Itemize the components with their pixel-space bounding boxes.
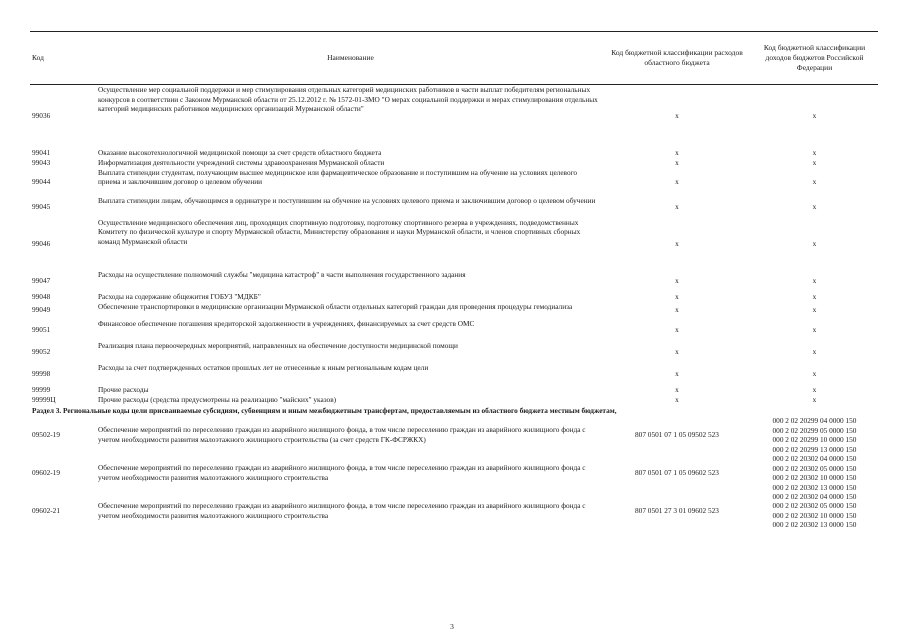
income-class-code: 000 2 02 20299 04 0000 150 xyxy=(772,416,857,426)
table-row xyxy=(30,168,878,196)
row-code: 99999Ц xyxy=(32,394,56,404)
table-row xyxy=(30,196,878,218)
row-code: 99999 xyxy=(32,384,51,394)
income-class-code: 000 2 02 20302 05 0000 150 xyxy=(772,463,857,473)
row-income-class: x xyxy=(812,346,817,356)
section-row-income-classes xyxy=(751,492,878,530)
row-expense-class: x xyxy=(675,111,679,121)
row-code: 99043 xyxy=(32,157,51,167)
row-expense-class: x xyxy=(675,394,679,404)
income-class-code: 000 2 02 20302 05 0000 150 xyxy=(772,501,857,511)
table-row xyxy=(30,395,878,405)
income-class-code: 000 2 02 20302 10 0000 150 xyxy=(772,473,857,483)
row-expense-class: x xyxy=(675,368,679,378)
row-income-class: x xyxy=(812,305,817,315)
header-income-class: Код бюджетной классификации доходов бюджетов Российской Федерации xyxy=(751,32,878,85)
row-code: 99048 xyxy=(32,291,51,301)
income-class-code: 000 2 02 20299 05 0000 150 xyxy=(772,425,857,435)
row-name: Расходы на содержание общежития ГОБУЗ "МДКБ" xyxy=(98,291,261,301)
section-row-name: Обеспечение мероприятий по переселению граждан из аварийного жилищного фонда, в том числе переселению граждан из аварийного жилищного фонда с учетом необходимости развития малоэтажного жилищного строительства (за счет средств ГК-ФСРЖКХ) xyxy=(98,425,586,445)
page-number: 3 xyxy=(450,622,454,631)
row-income-class: x xyxy=(812,368,817,378)
table-row xyxy=(30,158,878,168)
section-row-name: Обеспечение мероприятий по переселению граждан из аварийного жилищного фонда, в том числе переселению граждан из аварийного жилищного фонда с учетом необходимости развития малоэтажного жилищного строительства xyxy=(98,463,586,483)
row-income-class: x xyxy=(812,394,817,404)
row-code: 99051 xyxy=(32,324,51,334)
section-title: Раздел 3. Региональные коды цели присваиваемые субсидиям, субвенциям и иным межбюджетным трансфертам, предоставляемым из областного бюджета местным бюджетам, xyxy=(32,405,617,415)
row-income-class: x xyxy=(812,147,817,157)
row-name: Реализация плана первоочередных мероприятий, направленных на обеспечение доступности медицинской помощи xyxy=(98,340,458,350)
row-expense-class: x xyxy=(675,176,679,186)
section-row-income-classes xyxy=(751,454,878,492)
row-expense-class: x xyxy=(675,346,679,356)
row-expense-class: x xyxy=(675,147,679,157)
table-row xyxy=(30,270,878,292)
income-class-code: 000 2 02 20302 04 0000 150 xyxy=(772,492,857,501)
income-class-code: 000 2 02 20299 13 0000 150 xyxy=(772,444,857,454)
section-row-expense-class: 807 0501 07 1 05 09602 523 xyxy=(635,468,719,478)
row-name: Выплата стипендии лицам, обучающимся в ординатуре и поступившим на обучение на условиях целевого приема и заключившим договор о целевом обучении xyxy=(98,195,596,205)
table-body xyxy=(30,85,878,530)
row-code: 99046 xyxy=(32,238,51,248)
row-income-class: x xyxy=(812,238,817,248)
row-code: 99041 xyxy=(32,147,51,157)
row-name: Осуществление медицинского обеспечения лиц, проходящих спортивную подготовку, подготовку спортивного резерва в учреждениях, подведомственных Комитету по физической культуре и спорту Мурманской области, Министерству образования и науки Мурманской области, и членов спортивных сборных команд Мурманской области xyxy=(98,217,581,246)
row-expense-class: x xyxy=(675,324,679,334)
row-expense-class: x xyxy=(675,157,679,167)
section-row-code: 09602-21 xyxy=(32,506,60,516)
income-class-code: 000 2 02 20302 13 0000 150 xyxy=(772,482,857,492)
row-code: 99036 xyxy=(32,111,51,121)
row-name: Обеспечение транспортировки в медицинские организации Мурманской области отдельных категорий граждан для проведения процедуры гемодиализа xyxy=(98,301,573,311)
section-row-name: Обеспечение мероприятий по переселению граждан из аварийного жилищного фонда, в том числе переселению граждан из аварийного жилищного фонда с учетом необходимости развития малоэтажного жилищного строительства xyxy=(98,501,586,520)
table-row xyxy=(30,363,878,385)
header-expense-class: Код бюджетной классификации расходов областного бюджета xyxy=(603,32,751,85)
income-class-code: 000 2 02 20302 10 0000 150 xyxy=(772,510,857,520)
row-expense-class: x xyxy=(675,384,679,394)
row-code: 99052 xyxy=(32,346,51,356)
table-row xyxy=(30,319,878,341)
income-class-code: 000 2 02 20299 10 0000 150 xyxy=(772,435,857,445)
row-code: 99044 xyxy=(32,176,51,186)
header-code: Код xyxy=(30,32,98,85)
row-income-class: x xyxy=(812,176,817,186)
row-name: Оказание высокотехнологичной медицинской помощи за счет средств областного бюджета xyxy=(98,147,382,157)
section-row-expense-class: 807 0501 27 3 01 09602 523 xyxy=(635,506,719,516)
row-code: 99047 xyxy=(32,275,51,285)
section-table-row xyxy=(30,492,878,530)
table-row xyxy=(30,302,878,319)
row-income-class: x xyxy=(812,291,817,301)
table-row xyxy=(30,341,878,363)
table-row xyxy=(30,292,878,302)
row-income-class: x xyxy=(812,201,817,211)
section-row-income-classes xyxy=(751,416,878,454)
section-table-row xyxy=(30,454,878,492)
section-heading-row xyxy=(30,405,878,417)
row-income-class: x xyxy=(812,157,817,167)
row-income-class: x xyxy=(812,275,817,285)
row-income-class: x xyxy=(812,324,817,334)
row-name: Осуществление мер социальной поддержки и мер стимулирования отдельных категорий медицинских работников в части выплат победителям региональных конкурсов в соответствии с Законом Мурманской области от 25.12.2012 г. № 1572-01-ЗМО "О мерах социальной поддержки и мерах стимулирования отдельных категорий медицинских работников медицинских организаций Мурманской области" xyxy=(98,85,598,114)
row-expense-class: x xyxy=(675,291,679,301)
header-name: Наименование xyxy=(98,32,603,85)
table-row xyxy=(30,148,878,158)
row-income-class: x xyxy=(812,384,817,394)
row-income-class: x xyxy=(812,111,817,121)
row-expense-class: x xyxy=(675,305,679,315)
section-row-expense-class: 807 0501 07 1 05 09502 523 xyxy=(635,430,719,440)
row-code: 99998 xyxy=(32,368,51,378)
table-header-row xyxy=(30,32,878,85)
row-name: Выплата стипендии студентам, получающим высшее медицинское или фармацевтическое образование и поступившим на обучение на условиях целевого приема и заключившим договор о целевом обучении xyxy=(98,167,578,187)
budget-code-table xyxy=(30,31,878,530)
row-name: Информатизация деятельности учреждений системы здравоохранения Мурманской области xyxy=(98,157,385,167)
section-row-code: 09602-19 xyxy=(32,468,60,478)
income-class-code: 000 2 02 20302 04 0000 150 xyxy=(772,454,857,464)
document-page xyxy=(30,31,878,530)
table-row xyxy=(30,85,878,148)
row-name: Прочие расходы xyxy=(98,384,149,394)
row-name: Прочие расходы (средства предусмотрены на реализацию "майских" указов) xyxy=(98,394,337,404)
table-row xyxy=(30,385,878,395)
row-name: Расходы на осуществление полномочий службы "медицина катастроф" в части выполнения государственного задания xyxy=(98,269,466,279)
income-class-code: 000 2 02 20302 13 0000 150 xyxy=(772,520,857,530)
row-expense-class: x xyxy=(675,201,679,211)
section-table-row xyxy=(30,416,878,454)
row-code: 99049 xyxy=(32,305,51,315)
table-row xyxy=(30,218,878,270)
row-code: 99045 xyxy=(32,201,51,211)
section-row-code: 09502-19 xyxy=(32,430,60,440)
row-name: Расходы за счет подтвержденных остатков прошлых лет не отнесенные к иным региональным кодам цели xyxy=(98,362,429,372)
row-expense-class: x xyxy=(675,275,679,285)
row-expense-class: x xyxy=(675,238,679,248)
row-name: Финансовое обеспечение погашения кредиторской задолженности в учреждениях, финансируемых за счет средств ОМС xyxy=(98,318,475,328)
